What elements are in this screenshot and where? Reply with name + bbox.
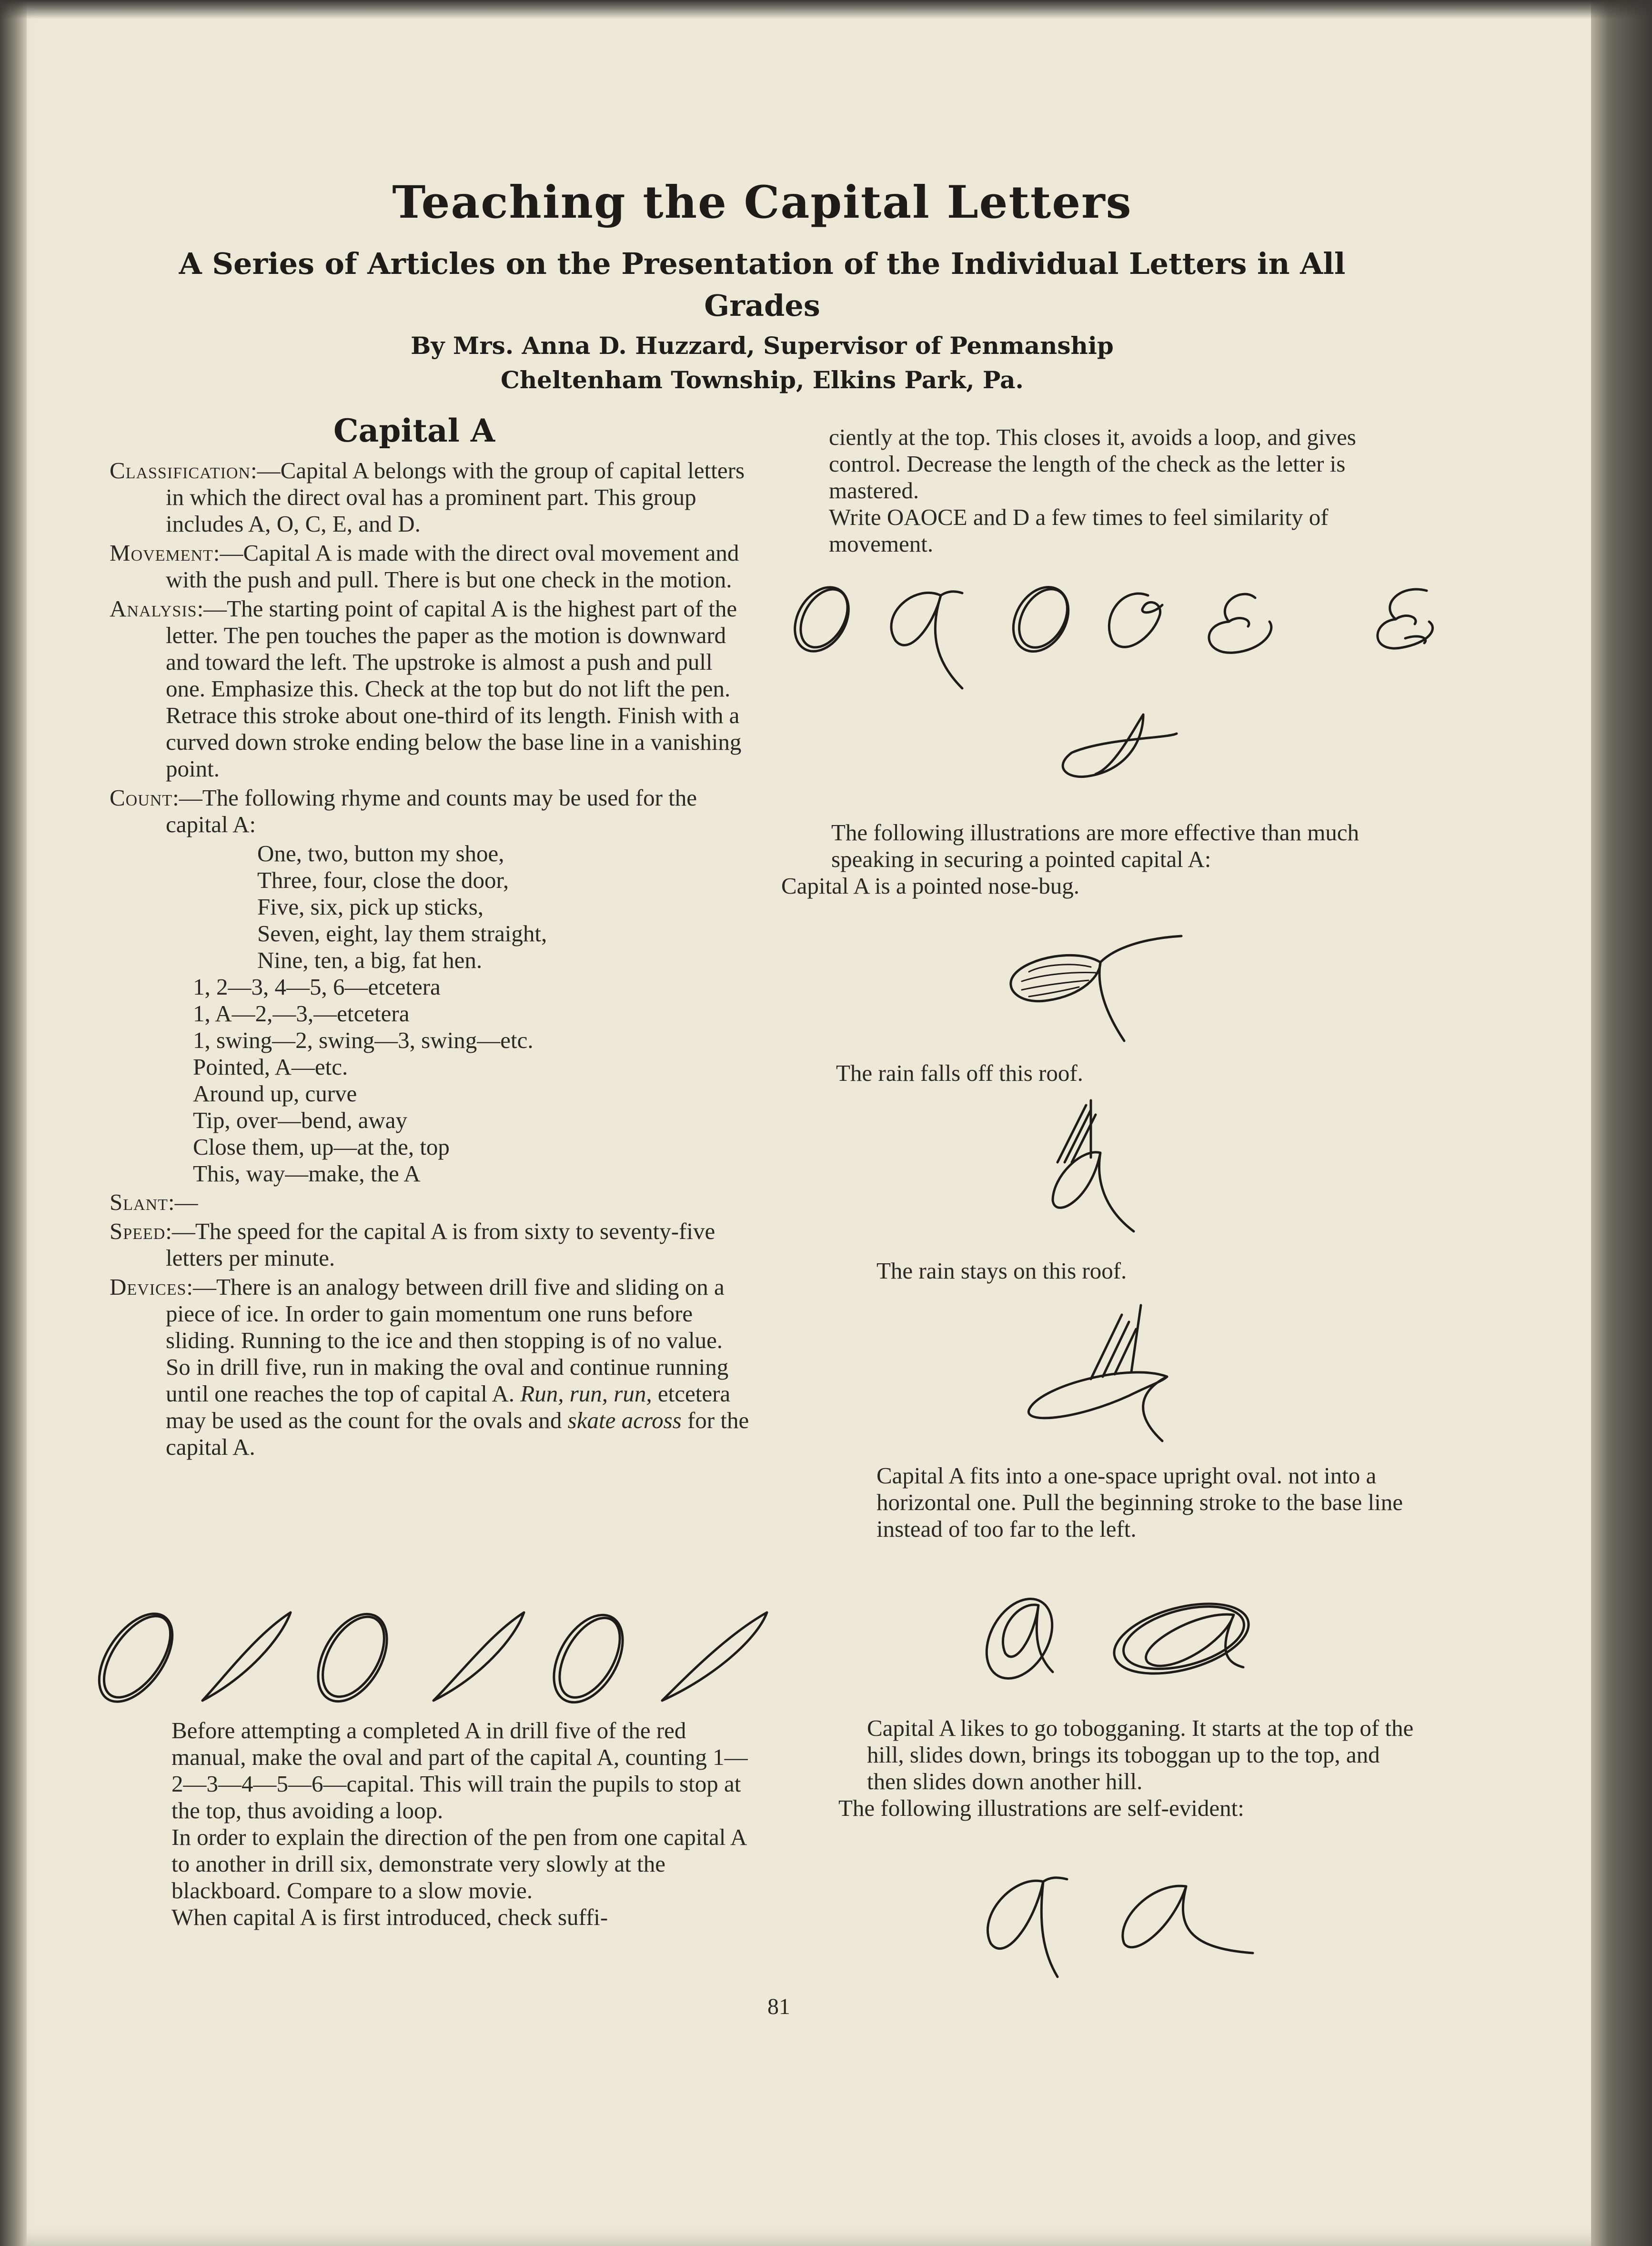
drill-oval bbox=[84, 1601, 187, 1715]
upright-oval bbox=[973, 1587, 1066, 1690]
slant-text: :— bbox=[168, 1189, 198, 1215]
page-number: 81 bbox=[767, 1994, 790, 2019]
analysis-text: :—The starting point of capital A is the highest part of the letter. The pen touches the paper as the motion is downward and toward the left. The upstroke is almost a push and pull one. Emphasize this. Check at the top but do not lift the pen. Retrace this stroke about one-third of its length. Finish with a curved down stroke ending below the base line in a vanishing point. bbox=[166, 595, 742, 782]
final-a-figure bbox=[972, 1872, 1258, 1982]
fitted-a-figure bbox=[1003, 1605, 1053, 1672]
slant-label: Slant bbox=[110, 1189, 168, 1215]
rain-falls-caption: The rain falls off this roof. bbox=[836, 1060, 1083, 1086]
write-oaoce-paragraph: Write OAOCE and D a few times to feel similarity of movement. bbox=[829, 504, 1329, 557]
count-line: 1, A—2,—3,—etcetera bbox=[193, 1000, 410, 1027]
top-shadow bbox=[0, 0, 1652, 19]
oaoce-figure bbox=[772, 586, 1439, 800]
count-text: :—The following rhyme and counts may be used for the capital A: bbox=[166, 785, 697, 837]
left-column bbox=[110, 457, 753, 1463]
devices-label: Devices bbox=[110, 1274, 187, 1300]
letter-a-figure bbox=[987, 1878, 1067, 1977]
rhyme-line: Nine, ten, a big, fat hen. bbox=[257, 947, 483, 973]
right-column-illustrations bbox=[781, 819, 1415, 899]
drill-oval bbox=[304, 1602, 401, 1713]
continuation-paragraph: ciently at the top. This closes it, avoids a loop, and gives control. Decrease the length of the check as the letter is mastered. bbox=[829, 424, 1356, 504]
drill-oval bbox=[540, 1603, 637, 1714]
letter-e-figure bbox=[1378, 589, 1433, 648]
illustrations-intro: The following illustrations are more effective than much speaking in securing a pointed capital A: bbox=[831, 819, 1360, 872]
rhyme-block bbox=[110, 840, 753, 974]
slant-paragraph bbox=[110, 1189, 753, 1216]
oval-fit-paragraph: Capital A fits into a one-space upright oval. not into a horizontal one. Pull the beginning stroke to the base line instead of too far to the left. bbox=[876, 1462, 1403, 1542]
rhyme-line: Three, four, close the door, bbox=[257, 867, 509, 893]
rain-line bbox=[1103, 1322, 1129, 1377]
devices-text: etcetera may be used as the count for the ovals and bbox=[166, 1380, 731, 1433]
devices-text: for the capital A. bbox=[166, 1407, 749, 1460]
article-subtitle: A Series of Articles on the Presentation of the Individual Letters in All Grades bbox=[179, 246, 1346, 323]
book-spine bbox=[0, 0, 27, 2246]
byline-location: Cheltenham Township, Elkins Park, Pa. bbox=[501, 366, 1024, 394]
toboggan-paragraph: Capital A likes to go tobogganing. It starts at the top of the hill, slides down, brings its toboggan up to the top, and then slides down another hill. bbox=[867, 1715, 1414, 1794]
rain-falls-block bbox=[836, 1060, 1408, 1087]
classification-text: :—Capital A belongs with the group of capital letters in which the direct oval has a prominent part. This group includes A, O, C, E, and D. bbox=[166, 457, 745, 537]
letter-e-figure bbox=[1209, 594, 1271, 653]
drill-slant bbox=[662, 1612, 767, 1701]
count-line: 1, 2—3, 4—5, 6—etcetera bbox=[193, 974, 441, 1000]
speed-label: Speed bbox=[110, 1218, 166, 1244]
article-title: Teaching the Capital Letters bbox=[392, 176, 1132, 229]
devices-italic: Run, run, run, bbox=[520, 1380, 652, 1407]
right-column-top bbox=[781, 424, 1415, 557]
movement-paragraph bbox=[110, 540, 753, 593]
letter-c-figure bbox=[1109, 594, 1162, 647]
count-line: Close them, up—at the, top bbox=[193, 1134, 450, 1160]
analysis-paragraph bbox=[110, 595, 753, 782]
count-line: 1, swing—2, swing—3, swing—etc. bbox=[193, 1027, 534, 1053]
roof-a-figure bbox=[1053, 1152, 1134, 1231]
letter-a-figure bbox=[1123, 1886, 1253, 1953]
letter-o-figure bbox=[784, 578, 860, 661]
roof-a-figure bbox=[1028, 1372, 1167, 1441]
rain-stays-caption: The rain stays on this roof. bbox=[876, 1258, 1127, 1284]
counts-block bbox=[110, 974, 753, 1187]
nose-bug-stripes bbox=[1022, 965, 1096, 997]
after-drill-paragraph: Before attempting a completed A in drill five of the red manual, make the oval and part of the capital A, counting 1—2—3—4—5—6—capital. This will train the pupils to stop at the top, thus avoiding a loop. bbox=[171, 1717, 748, 1823]
nose-bug-figure bbox=[1000, 929, 1210, 1048]
count-paragraph bbox=[110, 785, 753, 838]
rain-stays-figure bbox=[1019, 1300, 1181, 1443]
oval-fit-figure bbox=[967, 1591, 1253, 1686]
letter-d-figure bbox=[1063, 715, 1177, 777]
rain-line bbox=[1058, 1105, 1086, 1162]
movement-label: Movement bbox=[110, 540, 213, 566]
nose-bug-caption: Capital A is a pointed nose-bug. bbox=[781, 873, 1080, 899]
section-heading: Capital A bbox=[333, 412, 495, 449]
after-drill-paragraph: In order to explain the direction of the pen from one capital A to another in drill six, demonstrate very slowly at the blackboard. Compare to a slow movie. bbox=[171, 1824, 746, 1904]
devices-paragraph bbox=[110, 1274, 753, 1460]
after-drill-paragraph: When capital A is first introduced, check suffi- bbox=[171, 1904, 608, 1930]
count-label: Count bbox=[110, 785, 173, 811]
count-line: Tip, over—bend, away bbox=[193, 1107, 408, 1133]
drill-slant bbox=[433, 1612, 524, 1701]
rhyme-line: One, two, button my shoe, bbox=[257, 840, 504, 866]
drill-five-figure bbox=[86, 1605, 781, 1715]
movement-text: :—Capital A is made with the direct oval movement and with the push and pull. There is but one check in the motion. bbox=[166, 540, 739, 593]
count-line: This, way—make, the A bbox=[193, 1160, 421, 1187]
byline-author: By Mrs. Anna D. Huzzard, Supervisor of Penmanship bbox=[411, 332, 1114, 360]
count-line: Around up, curve bbox=[193, 1080, 357, 1107]
analysis-label: Analysis bbox=[110, 595, 197, 622]
speed-paragraph bbox=[110, 1218, 753, 1271]
oval-fit-block bbox=[876, 1462, 1420, 1542]
letter-a-figure bbox=[891, 592, 962, 688]
rain-stays-block bbox=[876, 1258, 1400, 1284]
article-byline bbox=[171, 329, 1353, 397]
speed-text: :—The speed for the capital A is from sixty to seventy-five letters per minute. bbox=[165, 1218, 715, 1271]
wide-a-figure bbox=[1146, 1614, 1243, 1667]
nose-bug-body bbox=[1011, 955, 1100, 1001]
drill-slant bbox=[202, 1612, 291, 1701]
rhyme-line: Five, six, pick up sticks, bbox=[257, 894, 484, 920]
devices-text: :—There is an analogy between drill five and sliding on a piece of ice. In order to gain momentum one runs before sliding. Running to the ice and then stopping is of no value. So in drill five, run in making the oval and continue running until one reaches the top of capital A. bbox=[166, 1274, 729, 1407]
toboggan-block bbox=[838, 1715, 1420, 1822]
devices-italic: skate across bbox=[567, 1407, 682, 1433]
self-evident-paragraph: The following illustrations are self-evident: bbox=[838, 1795, 1244, 1821]
nose-bug-stroke bbox=[1099, 936, 1181, 1041]
rain-falls-figure bbox=[1043, 1096, 1148, 1234]
letter-o-figure bbox=[1002, 577, 1079, 662]
classification-paragraph bbox=[110, 457, 753, 537]
page-edge bbox=[1591, 0, 1652, 2246]
classification-label: Classification bbox=[110, 457, 251, 483]
left-column-continued bbox=[171, 1717, 755, 1931]
count-line: Pointed, A—etc. bbox=[193, 1054, 348, 1080]
rhyme-line: Seven, eight, lay them straight, bbox=[257, 920, 547, 947]
